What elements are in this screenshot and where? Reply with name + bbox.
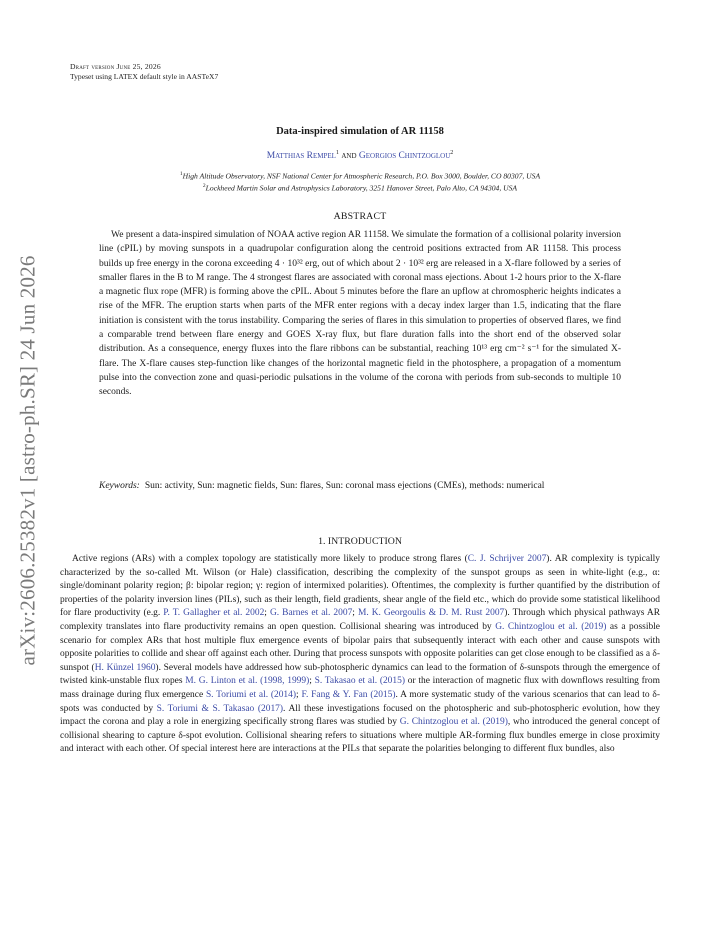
author-1-sup: 1 <box>335 150 339 156</box>
citation-link[interactable]: S. Toriumi et al. (2014) <box>205 689 297 700</box>
intro-text: or the interaction of magnetic flux with downflows resulting from mass drainage during flux emergence <box>60 676 660 700</box>
intro-text: . A more systematic study of the various scenarios that can lead to δ-spots was conducted by <box>60 689 660 714</box>
affiliation-2-sup: 2 <box>202 183 206 189</box>
intro-text: ; <box>352 608 358 619</box>
abstract-heading: ABSTRACT <box>333 211 387 222</box>
author-1[interactable]: Matthias Rempel <box>266 151 336 162</box>
intro-text: ). Several models have addressed how sub-photospheric dynamics can lead to the formation of δ-sunspots through the emergence of twisted kink-unstable flux ropes <box>60 662 660 687</box>
paper-title: Data-inspired simulation of AR 11158 <box>276 126 444 137</box>
affiliation-2 <box>60 183 660 193</box>
keywords-text: Sun: activity, Sun: magnetic fields, Sun: flares, Sun: coronal mass ejections (CMEs), methods: numerical <box>144 481 545 491</box>
section-heading-introduction: 1. INTRODUCTION <box>318 536 402 547</box>
intro-text: ; <box>296 689 302 700</box>
introduction-body <box>60 553 660 757</box>
citation-link[interactable]: M. K. Georgoulis & D. M. Rust 2007 <box>357 608 505 619</box>
affiliation-2-text: Lockheed Martin Solar and Astrophysics Laboratory, 3251 Hanover Street, Palo Alto, CA 94304, USA <box>205 183 518 193</box>
intro-text: Active regions (ARs) with a complex topology are statistically more likely to produce strong flares ( <box>72 554 468 564</box>
citation-link[interactable]: P. T. Gallagher et al. 2002 <box>163 608 265 619</box>
intro-text: ). Through which physical pathways AR complexity translates into flare productivity remains an open question. Collisional shearing was introduced by <box>60 608 660 632</box>
citation-link[interactable]: G. Chintzoglou et al. (2019) <box>495 621 607 632</box>
author-conjunction: and <box>341 151 357 162</box>
citation-link[interactable]: S. Toriumi & S. Takasao (2017) <box>156 703 284 714</box>
intro-text: . All these investigations focused on the photospheric and sub-photospheric evolution, how they impact the corona and play a role in energizing specifically strong flares was studied by <box>60 703 660 728</box>
arxiv-sidebar-stamp <box>8 230 48 690</box>
affiliation-1 <box>60 171 660 181</box>
intro-text: ; <box>309 676 315 687</box>
affiliation-1-sup: 1 <box>179 171 183 177</box>
abstract-body: We present a data-inspired simulation of NOAA active region AR 11158. We simulate the formation of a collisional polarity inversion line (cPIL) by moving sunspots in a quadrupolar configuration along the centroid positions extracted from AR 11158. This process builds up free energy in the corona exceeding 4 · 10³² erg, out of which about 2 · 10³² erg are released in a X-flare followed by a series of smaller flares in the B to M range. The 4 strongest flares are associated with coronal mass ejections. About 1-2 hours prior to the X-flare a magnetic flux rope (MFR) is forming above the cPIL. About 5 minutes before the flare an upflow at chromospheric heights indicates a rise of the MFR. The eruption starts when parts of the MFR enter regions with a decay index larger than 1.5, indicating that the flare initiation is consistent with the torus instability. Comparing the series of flares in this simulation to properties of observed flares, we find a comparable trend between flare energy and GOES X-ray flux, but flare duration falls into the short end of the observed solar distribution. As a consequence, energy fluxes into the flare ribbons can be substantial, reaching 10¹³ erg cm⁻² s⁻¹ for the simulated X-flare. The X-flare causes step-function like changes of the horizontal magnetic field in the photosphere, a propagation of a momentum pulse into the convection zone and quasi-periodic pulsations in the volume of the corona with periods from sub-seconds to multiple 10 seconds. <box>99 230 621 398</box>
citation-link[interactable]: S. Takasao et al. (2015) <box>314 676 405 687</box>
author-2[interactable]: Georgios Chintzoglou <box>358 151 451 162</box>
intro-text: , who introduced the general concept of collisional shearing to capture δ-spot evolution. Collisional shearing refers to situations where multiple AR-forming flux bundles emerge in close proximity and interact with each other. Of special interest here are interactions at the PILs that separate the polarities belonging to different flux bundles, also <box>60 717 661 755</box>
keywords-block <box>99 479 621 493</box>
intro-text: ). AR complexity is typically characterized by the so-called Mt. Wilson (or Hale) classification, describing the complexity of the sunspot groups as seen in white-light (e.g., α: single/dominant polarity region; β: bipolar region; γ: region of intermixed polarities). Oftentimes, the complexity is further quantified by the distribution of properties of the polarity inversion lines (PILs), such as their length, field gradients, shear angle of the field etc., which do provide some statistical likelihood for flare productivity (e.g. <box>60 554 661 619</box>
typeset-line: Typeset using LATEX default style in AASTeX7 <box>70 72 219 81</box>
citation-link[interactable]: M. G. Linton et al. (1998, 1999) <box>185 676 310 687</box>
draft-line: Draft version June 25, 2026 <box>70 62 161 71</box>
citation-link[interactable]: H. Künzel 1960 <box>94 662 156 673</box>
affiliation-1-text: High Altitude Observatory, NSF National Center for Atmospheric Research, P.O. Box 3000, Boulder, CO 80307, USA <box>182 171 541 181</box>
arxiv-id: arXiv:2606.25382v1 [astro-ph.SR] 24 Jun 2026 <box>15 254 40 666</box>
intro-text: ; <box>264 608 270 619</box>
draft-header <box>70 62 218 82</box>
citation-link[interactable]: G. Chintzoglou et al. (2019) <box>399 717 508 728</box>
intro-text: as a possible scenario for complex ARs that host multiple flux emergence events of bipolar pairs that subsequently interact with each other and cause sunspots with opposite polarities to collide and shear off against each other. During that process sunspots with opposite polarities can get close enough to be classified as a δ-sunspot ( <box>60 621 660 673</box>
author-2-sup: 2 <box>450 150 454 156</box>
author-line <box>60 150 660 161</box>
keywords-label: Keywords: <box>99 481 140 491</box>
citation-link[interactable]: G. Barnes et al. 2007 <box>269 608 353 619</box>
citation-link[interactable]: C. J. Schrijver 2007 <box>467 554 547 564</box>
citation-link[interactable]: F. Fang & Y. Fan (2015) <box>301 689 396 700</box>
